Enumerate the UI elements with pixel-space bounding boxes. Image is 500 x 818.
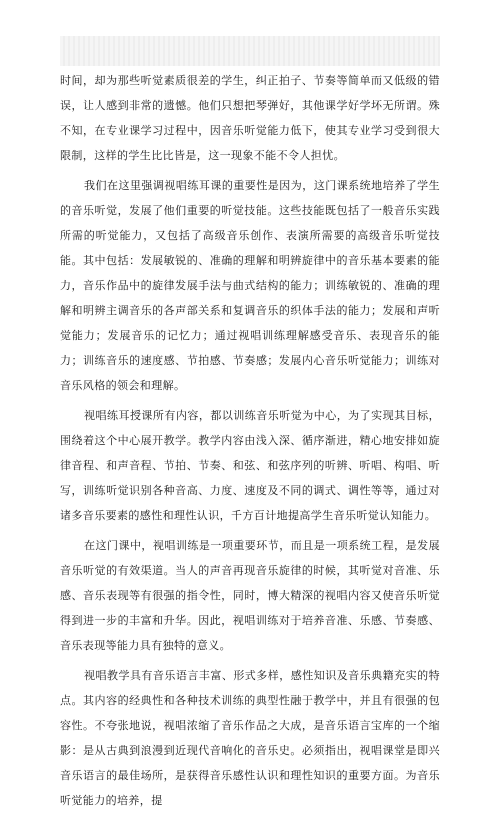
paragraph-5: 视唱教学具有音乐语言丰富、形式多样，感性知识及音乐典籍充实的特点。其内容的经典性和各种技术训练的典型性融于教学中，并且有很强的包容性。不夸张地说，视唱浓缩了音乐作品之大成，是音乐语言宝库的一个缩影：是从古典到浪漫到近现代音响化的音乐史。必须指出，视唱课堂是即兴音乐语言的最佳场所，是获得音乐感性认识和理性知识的重要方面。为音乐听觉能力的培养，提	[60, 669, 440, 807]
document-body	[60, 68, 440, 818]
paragraph-2: 我们在这里强调视唱练耳课的重要性是因为，这门课系统地培养了学生的音乐听觉，发展了他们重要的听觉技能。这些技能既包括了一般音乐实践所需的听觉能力，又包括了高级音乐创作、表演所需要的高级音乐听觉技能。其中包括：发展敏锐的、准确的理解和明辨旋律中的音乐基本要素的能力，音乐作品中的旋律发展手法与曲式结构的能力；训练敏锐的、准确的理解和明辨主调音乐的各声部关系和复调音乐的织体手法的能力；发展和声听觉能力；发展音乐的记忆力；通过视唱训练理解感受音乐、表现音乐的能力；训练音乐的速度感、节拍感、节奏感；发展内心音乐听觉能力；训练对音乐风格的领会和理解。	[60, 179, 440, 392]
paragraph-1: 时间，却为那些听觉素质很差的学生，纠正拍子、节奏等简单而又低级的错误，让人感到非常的遗憾。他们只想把琴弹好，其他课学好学坏无所谓。殊不知，在专业课学习过程中，因音乐听觉能力低下，使其专业学习受到很大限制，这样的学生比比皆是，这一现象不能不令人担忧。	[60, 74, 440, 162]
paragraph-4: 在这门课中，视唱训练是一项重要环节，而且是一项系统工程，是发展音乐听觉的有效渠道。当人的声音再现音乐旋律的时候，其听觉对音准、乐感、音乐表现等有很强的指令性，同时，博大精深的视唱内容又使音乐听觉得到进一步的丰富和升华。因此，视唱训练对于培养音准、乐感、节奏感、音乐表现等能力具有独特的意义。	[60, 539, 440, 652]
paragraph-3: 视唱练耳授课所有内容，都以训练音乐听觉为中心，为了实现其目标，围绕着这个中心展开教学。教学内容由浅入深、循序渐进，精心地安排如旋律音程、和声音程、节拍、节奏、和弦、和弦序列的听辨、听唱、构唱、听写，训练听觉识别各种音高、力度、速度及不同的调式、调性等等，通过对诸多音乐要素的感性和理性认识，千方百计地提高学生音乐听觉认知能力。	[60, 409, 440, 522]
blurred-header	[60, 36, 440, 66]
